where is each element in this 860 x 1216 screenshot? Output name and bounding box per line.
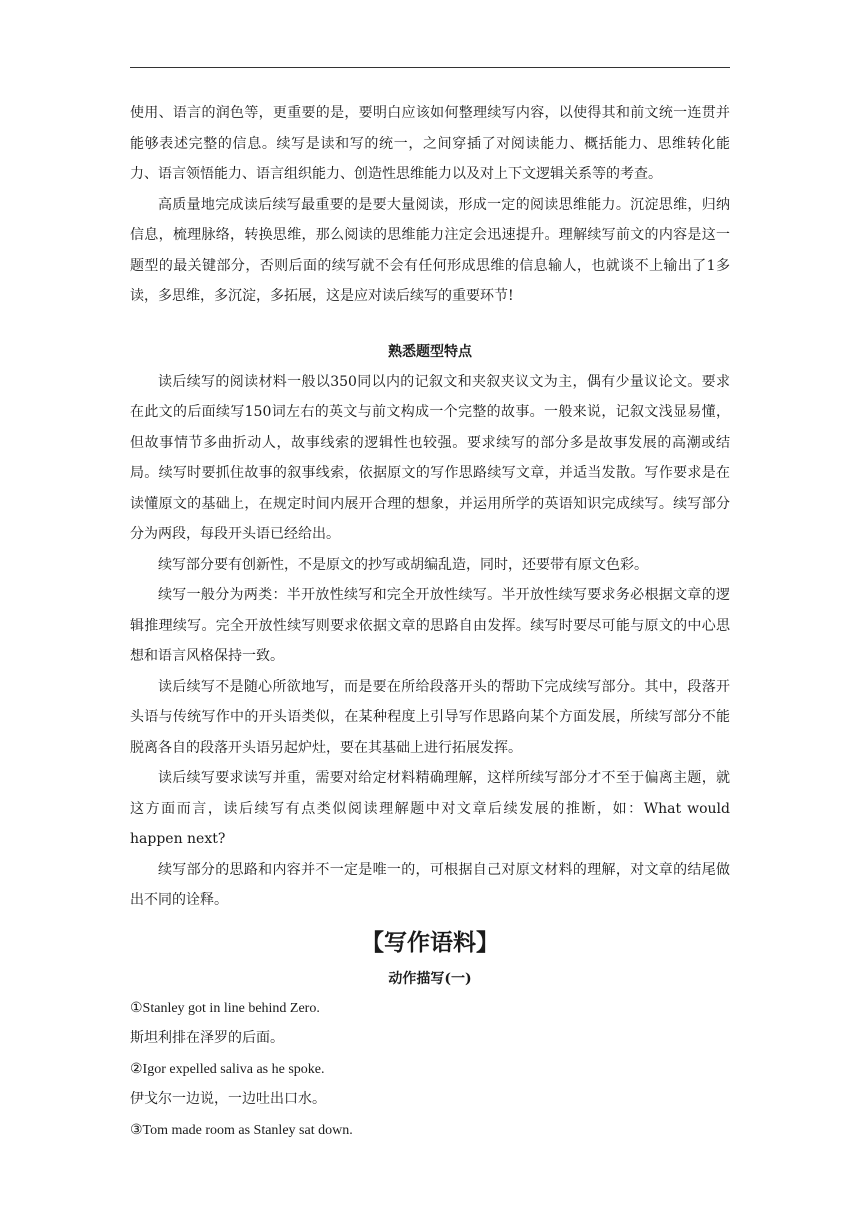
section-paragraph-6: 续写部分的思路和内容并不一定是唯一的，可根据自己对原文材料的理解，对文章的结尾做出不同的诠释。 [130, 861, 730, 908]
example-line-5: ③Tom made room as Stanley sat down. [130, 1122, 353, 1138]
example-line-1: ①Stanley got in line behind Zero. [130, 1000, 320, 1016]
intro-paragraph-2: 高质量地完成读后续写最重要的是要大量阅读，形成一定的阅读思维能力。沉淀思维，归纳信息，梳理脉络，转换思维，那么阅读的思维能力注定会迅速提升。理解续写前文的内容是这一题型的最关键部分，否则后面的续写就不会有任何形成思维的信息输人，也就谈不上输出了1多读，多思维，多沉淀，多拓展，这是应对读后续写的重要环节! [130, 196, 730, 304]
section-title: 熟悉题型特点 [388, 343, 472, 360]
example-line-4: 伊戈尔一边说，一边吐出口水。 [130, 1092, 326, 1107]
section-paragraph-2: 续写部分要有创新性，不是原文的抄写或胡编乱造，同时，还要带有原文色彩。 [158, 556, 648, 573]
section-paragraph-4: 读后续写不是随心所欲地写，而是要在所给段落开头的帮助下完成续写部分。其中，段落开头语与传统写作中的开头语类似，在某种程度上引导写作思路向某个方面发展，所续写部分不能脱离各自的段落开头语另起炉灶，要在其基础上进行拓展发挥。 [130, 678, 730, 756]
writing-material-title: 【写作语料】 [361, 929, 499, 956]
header-rule [130, 67, 730, 68]
example-line-2: 斯坦利排在泽罗的后面。 [130, 1031, 284, 1046]
section-paragraph-1: 读后续写的阅读材料一般以350同以内的记叙文和夹叙夹议文为主，偶有少量议论文。要求在此文的后面续写150词左右的英文与前文构成一个完整的故事。一般来说，记叙文浅显易懂，但故事情节多曲折动人，故事线索的逻辑性也较强。要求续写的部分多是故事发展的高潮或结局。续写时要抓住故事的叙事线索，依据原文的写作思路续写文章，并适当发散。写作要求是在读懂原文的基础上，在规定时间内展开合理的想象，并运用所学的英语知识完成续写。续写部分分为两段，每段开头语已经给出。 [130, 373, 730, 542]
page-content [130, 98, 730, 1146]
action-description-subtitle: 动作描写(一) [388, 970, 472, 987]
section-paragraph-5: 读后续写要求读写并重，需要对给定材料精确理解，这样所续写部分才不至于偏离主题，就这方面而言，读后续写有点类似阅读理解题中对文章后续发展的推断，如：What would happen next? [130, 770, 730, 847]
example-line-3: ②Igor expelled saliva as he spoke. [130, 1061, 325, 1077]
section-paragraph-3: 续写一般分为两类：半开放性续写和完全开放性续写。半开放性续写要求务必根据文章的逻辑推理续写。完全开放性续写则要求依据文章的思路自由发挥。续写时要尽可能与原文的中心思想和语言风格保持一致。 [130, 587, 730, 664]
intro-paragraph-1: 使用、语言的润色等，更重要的是，要明白应该如何整理续写内容，以使得其和前文统一连贯并能够表述完整的信息。续写是读和写的统一，之间穿插了对阅读能力、概括能力、思维转化能力、语言领悟能力、语言组织能力、创造性思维能力以及对上下文逻辑关系等的考查。 [130, 105, 730, 182]
